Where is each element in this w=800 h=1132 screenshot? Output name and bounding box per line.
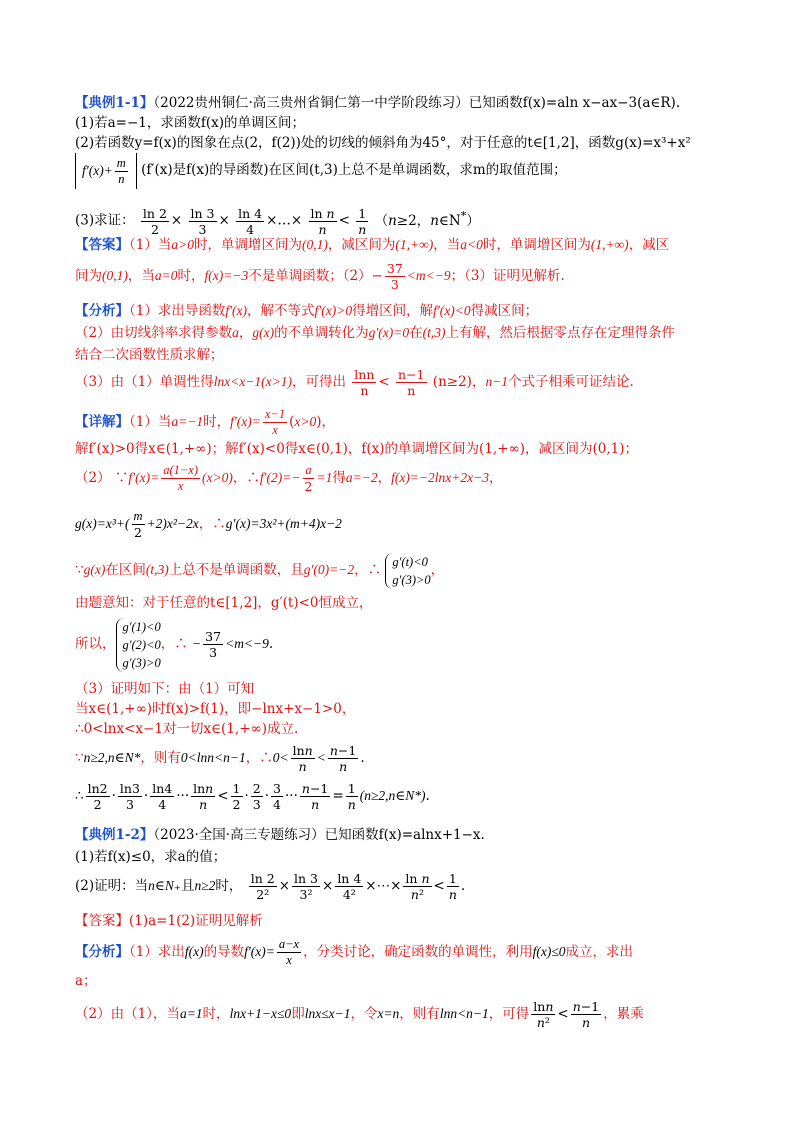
ex1-question-2b — [75, 152, 567, 188]
ex2-question-2: (2)证明：当n∈N₊且n≥2时， $\frac{\ln 2}{\text{2²}}$ × $\frac{\ln 3}{\text{3²}}$ × $\frac{\ln 4}{\text{4²}}$ ×⋯× $\frac{\text{ln n}}{\text{n²}}$ < $\frac{1}{n}$ . — [75, 871, 466, 902]
example-1-2-tag: 【典例1-2】 — [75, 827, 154, 843]
ex1-question-1: (1)若a=−1，求函数f(x)的单调区间； — [75, 115, 306, 131]
example-1-1-header — [75, 94, 680, 112]
ex1-answer-line-1: 【答案】（1）当a>0时，单调增区间为(0,1)，减区间为(1,+∞)，当a<0时，单调增区间为(1,+∞)，减区 — [75, 237, 670, 253]
ex1-detail-10: ∴0<lnx<x−1对一切x∈(1,+∞)成立. — [75, 721, 299, 737]
ex1-analysis-4: （3）由（1）单调性得lnx<x−1(x>1)，可得出 $\frac{\ln n}{n}$ < $\frac{n-1}{n}$ (n≥2)，n−1个式子相乘可证结论. — [75, 367, 634, 398]
ex1-analysis-2: （2）由切线斜率求得参数a，g(x)的不单调转化为g′(x)=0在(t,3)上有解，然后根据零点存在定理得条件 — [75, 325, 675, 341]
ex2-analysis-3: （2）由（1），当a=1时，lnx+1−x≤0即lnx≤x−1，令x=n，则有lnn<n−1，可得 $\frac{\ln n}{\text{n²}}$ < $\frac{n-1}{n}$ ，累乘 — [75, 999, 644, 1030]
ex1-detail-8: （3）证明如下：由（1）可知 — [75, 681, 255, 697]
ex2-answer: 【答案】(1)a=1(2)证明见解析 — [75, 913, 263, 929]
ex1-question-3: (3)求证： $\frac{\ln 2}{2}$ × $\frac{\ln 3}{3}$ × $\frac{\ln 4}{4}$ ×…× $\frac{\text{ln n}}{n}$ < $\frac{1}{n}$ （n≥2，n∈N*） — [75, 205, 480, 237]
ex1-detail-9: 当x∈(1,+∞)时f(x)>f(1)，即−lnx+x−1>0， — [75, 701, 356, 717]
example-1-2-source: （2023·全国·高三专题练习）已知函数f(x)=alnx+1−x. — [153, 827, 485, 843]
ex1-question-2b-text: (f′(x)是f(x)的导函数)在区间(t,3)上总不是单调函数，求m的取值范围； — [141, 162, 567, 178]
ex1-analysis-3: 结合二次函数性质求解； — [75, 347, 224, 363]
ex2-analysis-2: a； — [75, 973, 97, 989]
ex1-answer-line-2: 间为(0,1)，当a=0时，f(x)=−3不是单调函数；（2）− $\frac{37}{3}$ <m<−9；（3）证明见解析. — [75, 261, 565, 292]
ex1-detail-1: 【详解】（1）当a=−1时，f′(x)= $\frac{x-1}{x}$ (x>0)， — [75, 407, 336, 437]
ex2-analysis-1: 【分析】（1）求出f(x)的导数f′(x)= $\frac{a-x}{x}$ ，分类讨论，确定函数的单调性，利用f(x)≤0成立，求出 — [75, 937, 634, 967]
example-1-1-tag: 【典例1-1】 — [75, 95, 154, 111]
ex1-detail-2: 解f′(x)>0得x∈(1,+∞)；解f′(x)<0得x∈(0,1)，f(x)的单调增区间为(1,+∞)，减区间为(0,1)； — [75, 441, 639, 457]
example-1-2-header — [75, 826, 485, 844]
ex1-analysis-1: 【分析】（1）求出导函数f′(x)，解不等式f′(x)>0得增区间，解f′(x)<0得减区间； — [75, 303, 539, 319]
ex1-detail-7: 所以，g′(1)<0 g′(2)<0 g′(3)>0，∴ − $\frac{37}{3}$ <m<−9. — [75, 619, 274, 670]
ex1-detail-6: 由题意知：对于任意的t∈[1,2]，g′(t)<0恒成立， — [75, 595, 373, 611]
ex1-bracket-expr: f′(x)+ $\frac{m}{n}$ — [75, 153, 137, 189]
ex1-question-2a: (2)若函数y=f(x)的图象在点(2，f(2))处的切线的倾斜角为45°，对于任意的t∈[1,2]，函数g(x)=x³+x² — [75, 135, 691, 151]
ex1-detail-3: （2） ∵f′(x)= $\frac{a(1-x)}{x}$ (x>0)，∴f′(2)=− $\frac{a}{2}$ =1得a=−2，f(x)=−2lnx+2x−3， — [75, 463, 503, 494]
example-1-1-source: （2022贵州铜仁·高三贵州省铜仁第一中学阶段练习）已知函数f(x)=aln x−ax−3(a∈R). — [153, 95, 681, 111]
ex1-detail-12: ∴ $\frac{\ln 2}{2}$ · $\frac{\ln 3}{3}$ · $\frac{\ln 4}{4}$ ··· $\frac{\ln n}{n}$ < $\frac{1}{2}$ · $\frac{2}{3}$ · $\frac{3}{4}$ ··· $\frac{n-1}{n}$ = $\frac{1}{n}$ (n≥2,n∈N*). — [75, 781, 430, 812]
ex1-detail-4: g(x)=x³+( $\frac{m}{2}$ +2)x²−2x，∴g′(x)=3x²+(m+4)x−2 — [75, 509, 342, 540]
ex2-question-1: (1)若f(x)≤0，求a的值； — [75, 849, 227, 865]
ex1-detail-11: ∵n≥2,n∈N*，则有0<lnn<n−1，∴0< $\frac{\ln n}{n}$ < $\frac{n-1}{n}$ . — [75, 743, 365, 774]
ex1-detail-5: ∵g(x)在区间(t,3)上总不是单调函数，且g′(0)=−2，∴ g′(t)<0 g′(3)>0， — [75, 554, 445, 587]
